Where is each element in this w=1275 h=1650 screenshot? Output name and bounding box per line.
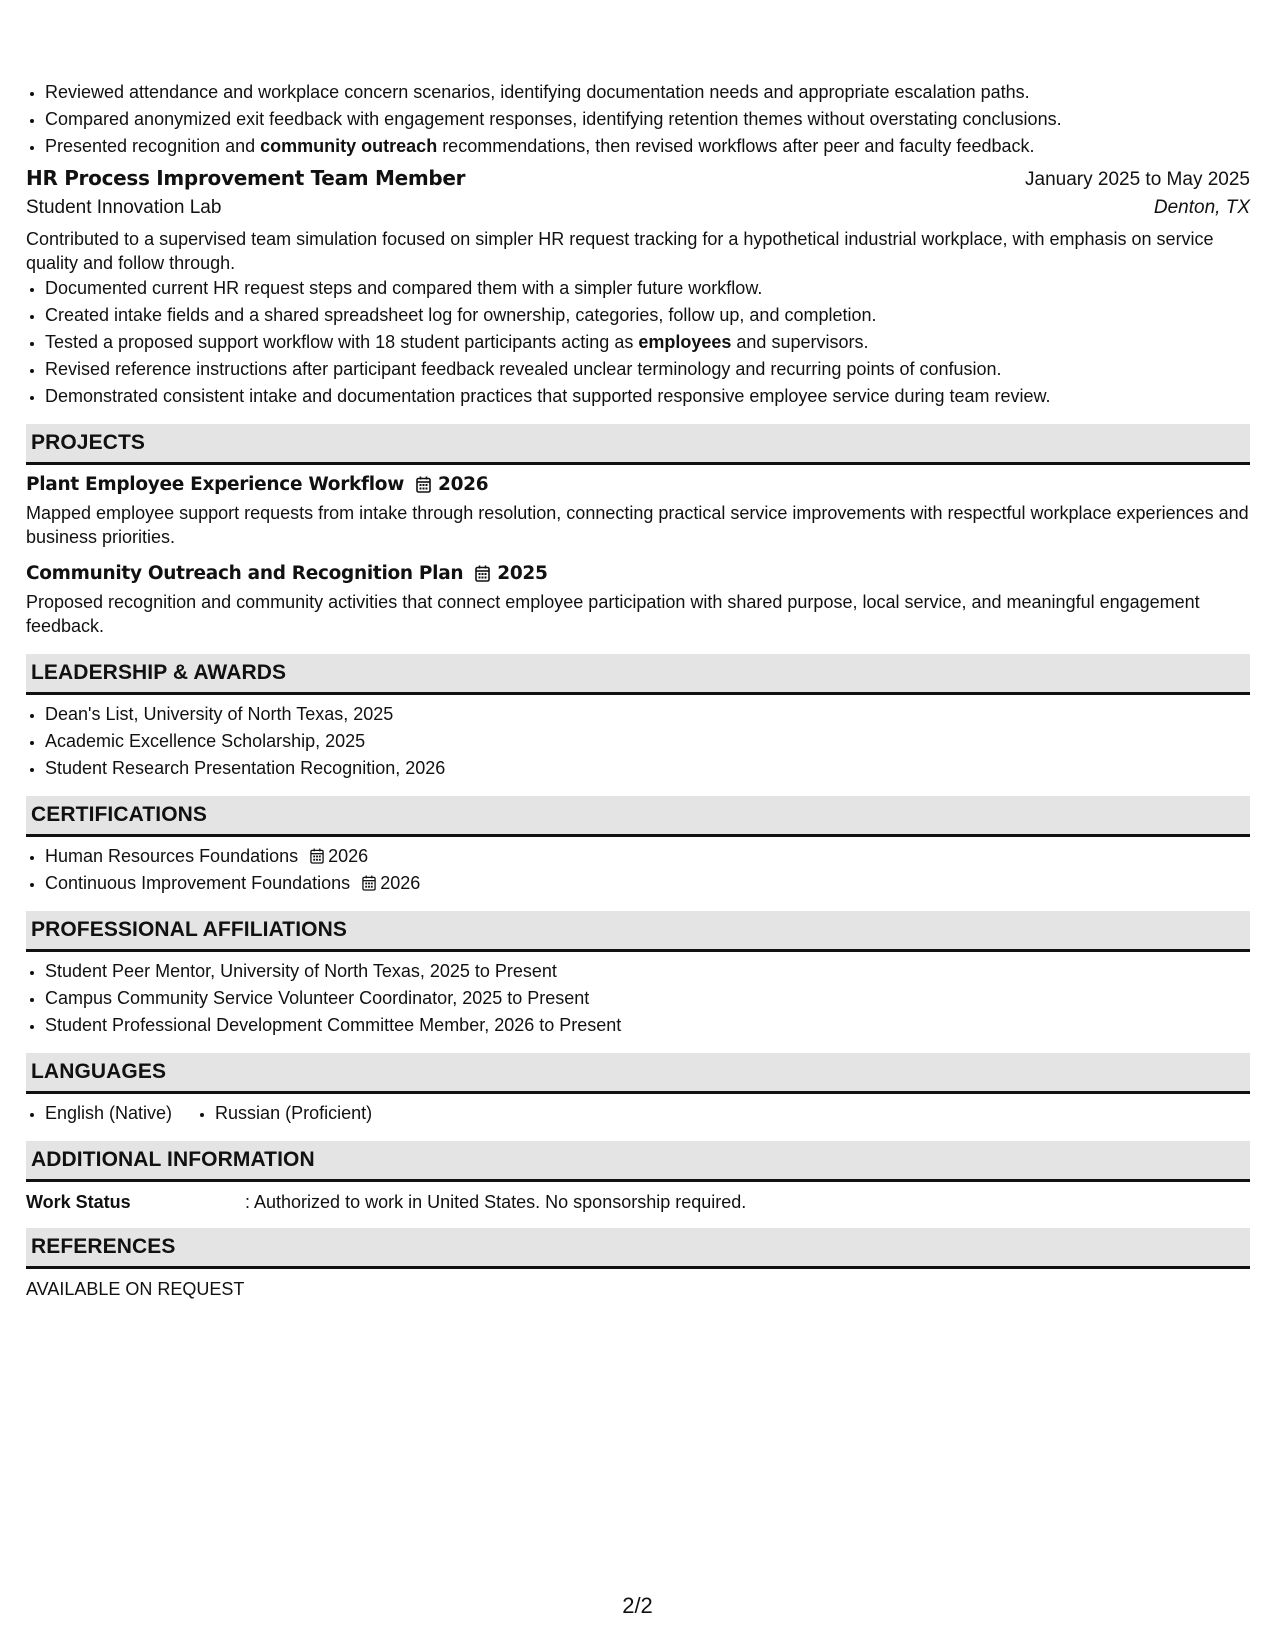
project-year: 2025 xyxy=(497,563,548,584)
work-status-value: : Authorized to work in United States. No sponsorship required. xyxy=(245,1192,747,1212)
leadership-list xyxy=(26,701,1250,782)
cert-year: 2026 xyxy=(328,846,369,866)
list-item: • Presented recognition and community outreach recommendations, then revised workflows after peer and faculty feedback. xyxy=(45,133,1250,160)
calendar-icon xyxy=(362,875,376,891)
previous-experience-bullets xyxy=(26,79,1250,160)
list-item: • Human Resources Foundations 2026 xyxy=(45,843,1250,870)
project-title: Community Outreach and Recognition Plan xyxy=(26,563,464,584)
section-header-projects: PROJECTS xyxy=(26,424,1250,465)
list-item: • Student Research Presentation Recognition, 2026 xyxy=(45,755,1250,782)
references-text: AVAILABLE ON REQUEST xyxy=(26,1279,245,1299)
bold-keyword: community outreach xyxy=(260,136,438,156)
project-title-row xyxy=(26,563,1250,584)
experience-bullets xyxy=(26,275,1250,410)
list-item: • English (Native) xyxy=(45,1100,172,1127)
project-title: Plant Employee Experience Workflow xyxy=(26,474,405,495)
section-header-affiliations: PROFESSIONAL AFFILIATIONS xyxy=(26,911,1250,952)
certifications-list xyxy=(26,843,1250,897)
affiliations-list xyxy=(26,958,1250,1039)
section-header-additional-information: ADDITIONAL INFORMATION xyxy=(26,1141,1250,1182)
project-title-row xyxy=(26,474,1250,495)
list-item: • Documented current HR request steps and compared them with a simpler future workflow. xyxy=(45,275,1250,302)
cert-year: 2026 xyxy=(380,873,421,893)
list-item: • Demonstrated consistent intake and documentation practices that supported responsive employee service during team review. xyxy=(45,383,1250,410)
languages-list xyxy=(26,1100,1250,1127)
job-location: Denton, TX xyxy=(1153,197,1250,218)
project-description: Proposed recognition and community activities that connect employee participation with shared purpose, local service, and meaningful engagement feedback. xyxy=(26,592,1200,636)
list-item: • Campus Community Service Volunteer Coordinator, 2025 to Present xyxy=(45,985,1250,1012)
work-status-row xyxy=(26,1190,1250,1214)
project-year: 2026 xyxy=(438,474,489,495)
list-item: • Russian (Proficient) xyxy=(215,1100,372,1127)
experience-subheader xyxy=(26,197,1250,219)
section-header-certifications: CERTIFICATIONS xyxy=(26,796,1250,837)
calendar-icon xyxy=(475,565,490,582)
resume-page xyxy=(26,0,1250,1301)
job-description: Contributed to a supervised team simulation focused on simpler HR request tracking for a hypothetical industrial workplace, with emphasis on service quality and follow through. xyxy=(26,229,1214,273)
list-item: • Created intake fields and a shared spreadsheet log for ownership, categories, follow up, and completion. xyxy=(45,302,1250,329)
list-item: • Student Professional Development Committee Member, 2026 to Present xyxy=(45,1012,1250,1039)
list-item: • Academic Excellence Scholarship, 2025 xyxy=(45,728,1250,755)
list-item: • Dean's List, University of North Texas, 2025 xyxy=(45,701,1250,728)
list-item: • Reviewed attendance and workplace concern scenarios, identifying documentation needs and appropriate escalation paths. xyxy=(45,79,1250,106)
list-item: • Tested a proposed support workflow with 18 student participants acting as employees and supervisors. xyxy=(45,329,1250,356)
work-status-label: Work Status xyxy=(26,1192,131,1212)
section-header-leadership: LEADERSHIP & AWARDS xyxy=(26,654,1250,695)
bold-keyword: employees xyxy=(638,332,732,352)
job-dates: January 2025 to May 2025 xyxy=(1025,169,1250,190)
project-description: Mapped employee support requests from intake through resolution, connecting practical service improvements with respectful workplace experiences and business priorities. xyxy=(26,503,1249,547)
calendar-icon xyxy=(416,476,431,493)
list-item: • Compared anonymized exit feedback with engagement responses, identifying retention themes without overstating conclusions. xyxy=(45,106,1250,133)
organization-name: Student Innovation Lab xyxy=(26,197,222,218)
calendar-icon xyxy=(310,848,324,864)
list-item: • Continuous Improvement Foundations 2026 xyxy=(45,870,1250,897)
page-number: 2/2 xyxy=(622,1593,653,1618)
section-header-references: REFERENCES xyxy=(26,1228,1250,1269)
job-title: HR Process Improvement Team Member xyxy=(26,166,466,190)
experience-header xyxy=(26,166,1250,191)
section-header-languages: LANGUAGES xyxy=(26,1053,1250,1094)
list-item: • Student Peer Mentor, University of North Texas, 2025 to Present xyxy=(45,958,1250,985)
list-item: • Revised reference instructions after participant feedback revealed unclear terminology and recurring points of confusion. xyxy=(45,356,1250,383)
